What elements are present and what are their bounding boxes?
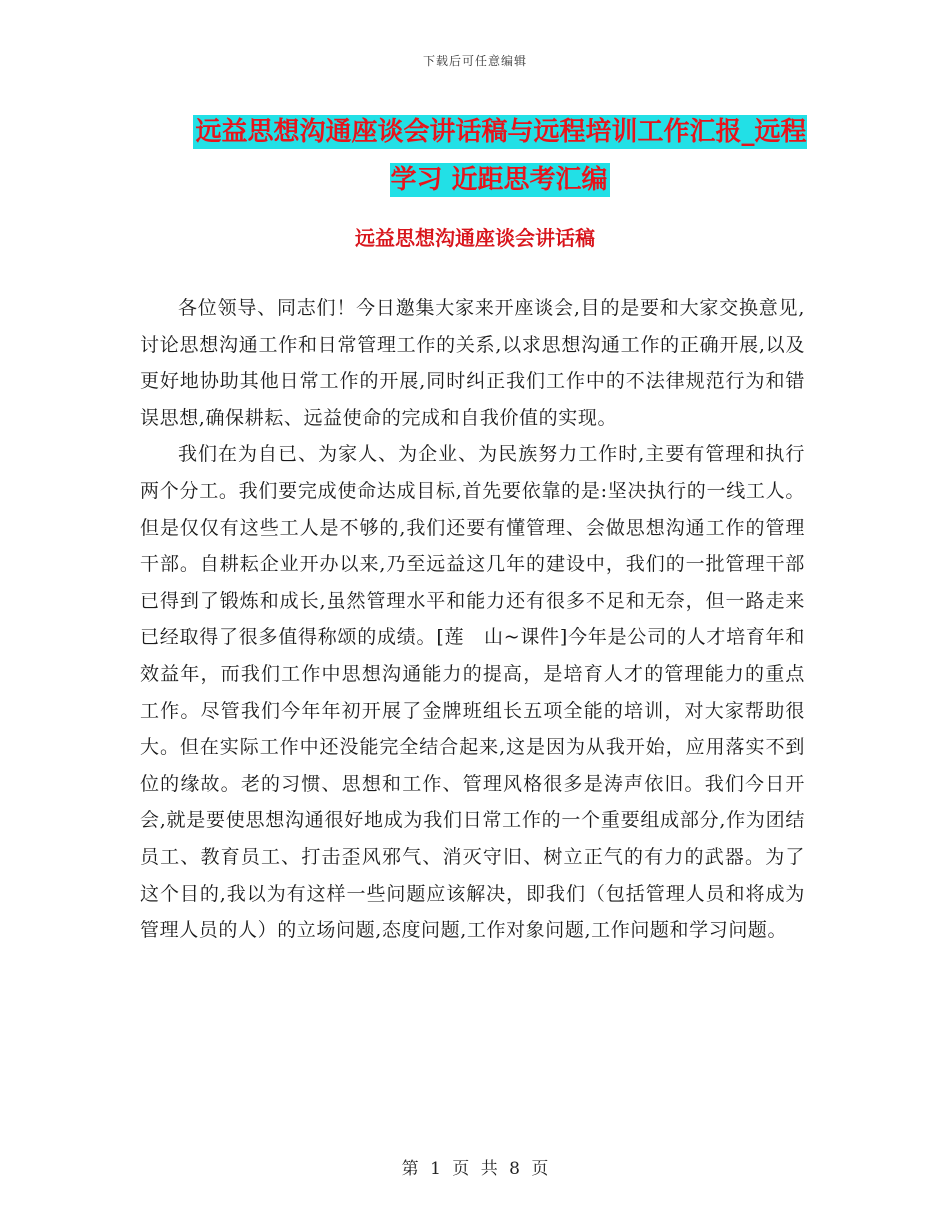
section-heading: 远益思想沟通座谈会讲话稿 [355,226,595,250]
header-note: 下载后可任意编辑 [422,54,527,68]
document-title [186,108,814,204]
document-title-text: 远益思想沟通座谈会讲话稿与远程培训工作汇报_远程学习 近距思考汇编 [195,117,807,195]
paragraph-2: 我们在为自已、为家人、为企业、为民族努力工作时,主要有管理和执行两个分工。我们要完成使命达成目标,首先要依靠的是:坚决执行的一线工人。但是仅仅有这些工人是不够的,我们还要有懂管理、会做思想沟通工作的管理干部。自耕耘企业开办以来,乃至远益这几年的建设中，我们的一批管理干部已得到了锻炼和成长,虽然管理水平和能力还有很多不足和无奈，但一路走来已经取得了很多值得称颂的成绩。[莲 山~课件]今年是公司的人才培育年和效益年，而我们工作中思想沟通能力的提高，是培育人才的管理能力的重点工作。尽管我们今年年初开展了金牌班组长五项全能的培训，对大家帮助很大。但在实际工作中还没能完全结合起来,这是因为从我开始，应用落实不到位的缘故。老的习惯、思想和工作、管理风格很多是涛声依旧。我们今日开会,就是要使思想沟通很好地成为我们日常工作的一个重要组成部分,作为团结员工、教育员工、打击歪风邪气、消灭守旧、树立正气的有力的武器。为了这个目的,我以为有这样一些问题应该解决，即我们（包括管理人员和将成为管理人员的人）的立场问题,态度问题,工作对象问题,工作问题和学习问题。 [140,443,805,942]
page-number: 第 1 页 共 8 页 [401,1159,549,1179]
document-body [140,290,805,949]
paragraph-1: 各位领导、同志们！今日邀集大家来开座谈会,目的是要和大家交换意见,讨论思想沟通工作和日常管理工作的关系,以求思想沟通工作的正确开展,以及更好地协助其他日常工作的开展,同时纠正我们工作中的不法律规范行为和错误思想,确保耕耘、远益使命的完成和自我价值的实现。 [140,297,805,429]
